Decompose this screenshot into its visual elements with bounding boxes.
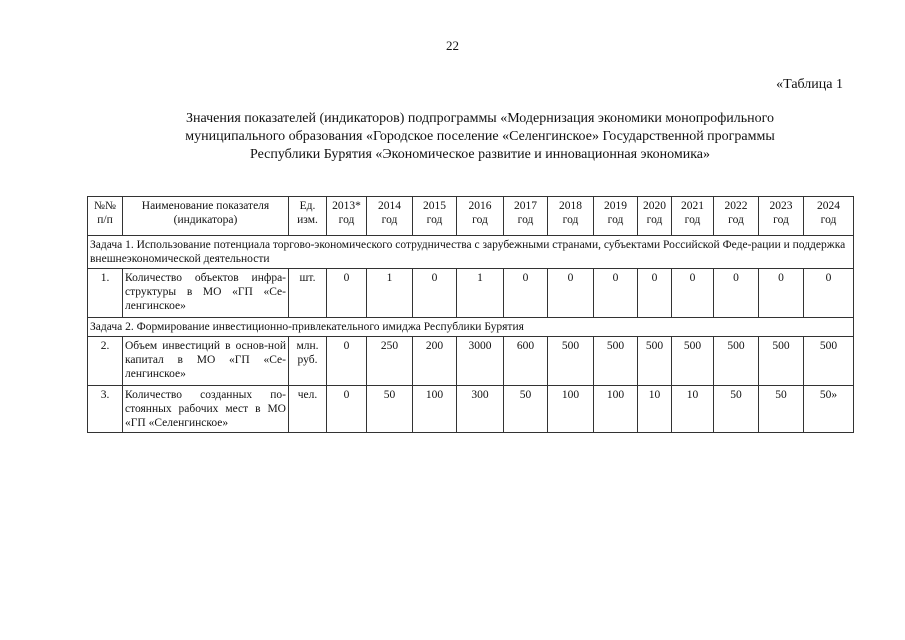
value-cell: 0: [504, 269, 548, 318]
indicator-unit: шт.: [289, 269, 327, 318]
table-row: [88, 269, 854, 318]
row-num: 2.: [88, 337, 123, 386]
value-cell: 0: [327, 386, 367, 433]
value-cell: 0: [594, 269, 638, 318]
row-num: 1.: [88, 269, 123, 318]
value-cell: 0: [804, 269, 854, 318]
header-year: 2018 год: [548, 197, 594, 236]
value-cell: 500: [759, 337, 804, 386]
value-cell: 1: [367, 269, 413, 318]
document-title: [150, 110, 810, 164]
value-cell: 0: [714, 269, 759, 318]
header-year: 2015 год: [413, 197, 457, 236]
value-cell: 50: [714, 386, 759, 433]
table-row: [88, 337, 854, 386]
header-year: 2022 год: [714, 197, 759, 236]
indicator-unit: чел.: [289, 386, 327, 433]
value-cell: 250: [367, 337, 413, 386]
value-cell: 200: [413, 337, 457, 386]
value-cell: 0: [413, 269, 457, 318]
value-cell: 300: [457, 386, 504, 433]
value-cell: 10: [638, 386, 672, 433]
value-cell: 0: [327, 269, 367, 318]
task-row: [88, 236, 854, 269]
indicator-name: Объем инвестиций в основ-ной капитал в МО «ГП «Се-ленгинское»: [123, 337, 289, 386]
table-label: «Таблица 1: [776, 77, 843, 92]
value-cell: 100: [594, 386, 638, 433]
table-header-row: [88, 197, 854, 236]
value-cell: 0: [548, 269, 594, 318]
task-2-heading: Задача 2. Формирование инвестиционно-привлекательного имиджа Республики Бурятия: [88, 318, 854, 337]
value-cell: 0: [327, 337, 367, 386]
header-year: 2023 год: [759, 197, 804, 236]
value-cell: 10: [672, 386, 714, 433]
header-year: 2021 год: [672, 197, 714, 236]
value-cell: 500: [714, 337, 759, 386]
indicators-table: [87, 196, 854, 433]
title-line: муниципального образования «Городское поселение «Селенгинское» Государственной программы: [185, 129, 775, 144]
title-line: Значения показателей (индикаторов) подпрограммы «Модернизация экономики монопрофильного: [185, 111, 775, 126]
value-cell: 1: [457, 269, 504, 318]
header-year: 2019 год: [594, 197, 638, 236]
value-cell: 100: [413, 386, 457, 433]
value-cell: 50»: [804, 386, 854, 433]
header-year: 2014 год: [367, 197, 413, 236]
indicator-unit: млн. руб.: [289, 337, 327, 386]
header-year: 2024 год: [804, 197, 854, 236]
indicator-name: Количество объектов инфра-структуры в МО «ГП «Се-ленгинское»: [123, 269, 289, 318]
task-1-heading: Задача 1. Использование потенциала торгово-экономического сотрудничества с зарубежными странами, субъектами Российской Феде-рации и поддержка внешнеэкономической деятельности: [88, 236, 854, 269]
header-year: 2017 год: [504, 197, 548, 236]
value-cell: 500: [804, 337, 854, 386]
task-row: [88, 318, 854, 337]
header-num: №№ п/п: [88, 197, 123, 236]
header-year: 2016 год: [457, 197, 504, 236]
value-cell: 50: [504, 386, 548, 433]
indicator-name: Количество созданных по-стоянных рабочих мест в МО «ГП «Селенгинское»: [123, 386, 289, 433]
value-cell: 50: [759, 386, 804, 433]
title-line: Республики Бурятия «Экономическое развитие и инновационная экономика»: [250, 147, 710, 162]
value-cell: 0: [638, 269, 672, 318]
header-name: Наименование показателя (индикатора): [123, 197, 289, 236]
header-year: 2013* год: [327, 197, 367, 236]
value-cell: 500: [638, 337, 672, 386]
header-unit: Ед. изм.: [289, 197, 327, 236]
row-num: 3.: [88, 386, 123, 433]
value-cell: 500: [594, 337, 638, 386]
value-cell: 0: [672, 269, 714, 318]
value-cell: 50: [367, 386, 413, 433]
header-year: 2020 год: [638, 197, 672, 236]
value-cell: 0: [759, 269, 804, 318]
value-cell: 500: [548, 337, 594, 386]
value-cell: 3000: [457, 337, 504, 386]
value-cell: 100: [548, 386, 594, 433]
value-cell: 600: [504, 337, 548, 386]
table-row: [88, 386, 854, 433]
page-number: 22: [446, 38, 459, 53]
value-cell: 500: [672, 337, 714, 386]
